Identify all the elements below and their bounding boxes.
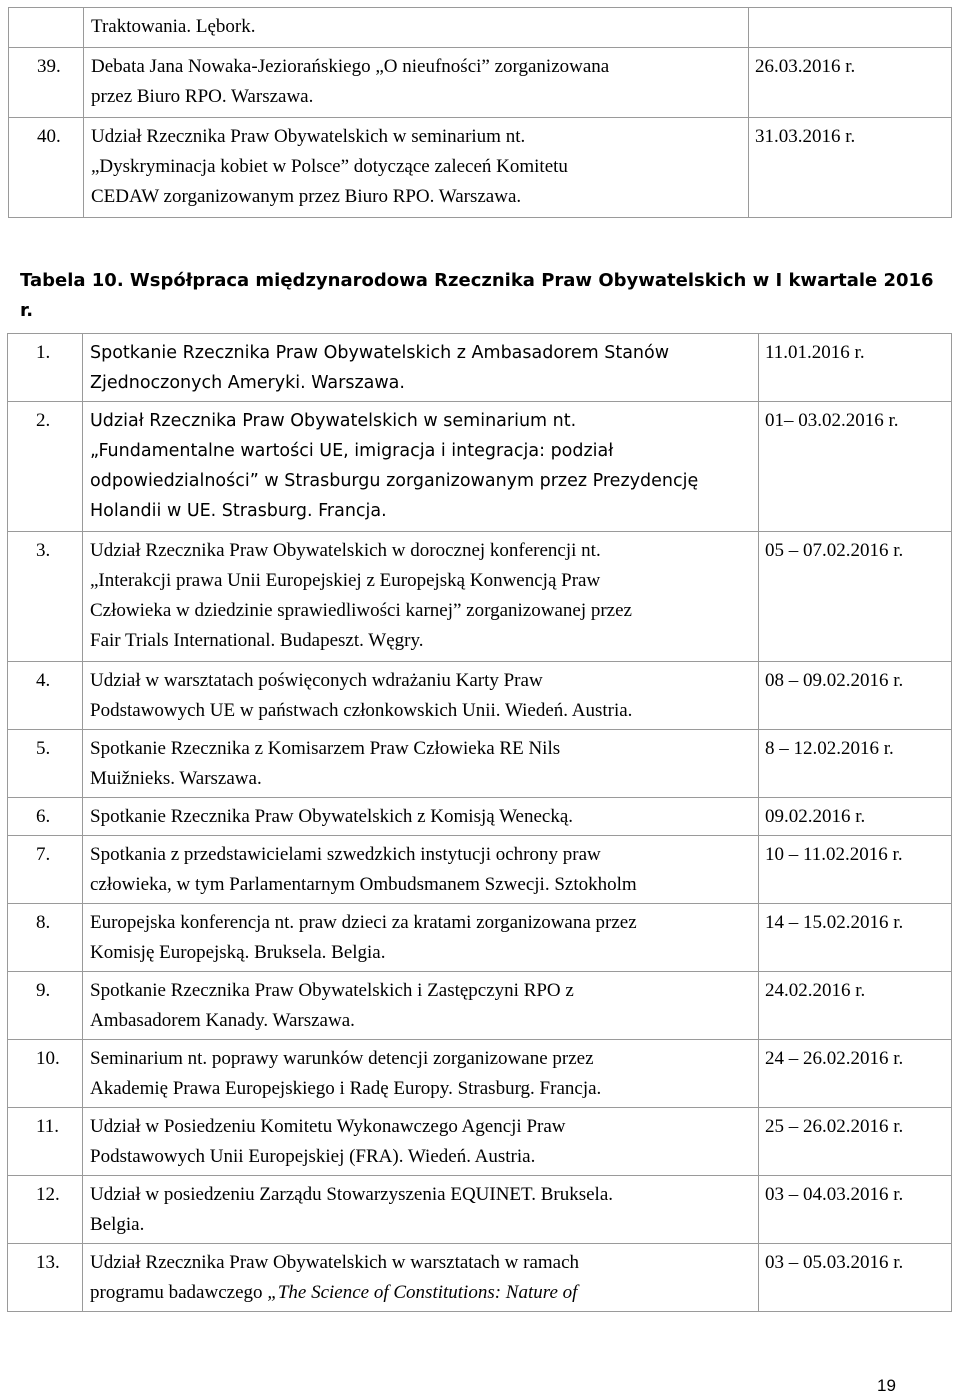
event-description bbox=[84, 8, 749, 48]
event-description bbox=[83, 532, 759, 662]
description-line: Seminarium nt. poprawy warunków detencji zorganizowane przez bbox=[90, 1048, 594, 1069]
event-description bbox=[83, 1176, 759, 1244]
description-line: Udział Rzecznika Praw Obywatelskich w warsztatach w ramach bbox=[90, 1252, 580, 1273]
description-line: Traktowania. Lębork. bbox=[91, 16, 256, 37]
description-line: Holandii w UE. Strasburg. Francja. bbox=[90, 501, 387, 521]
event-description bbox=[83, 972, 759, 1040]
table-row bbox=[8, 334, 952, 402]
table-row bbox=[9, 118, 952, 218]
description-line: Spotkanie Rzecznika Praw Obywatelskich z Ambasadorem Stanów bbox=[90, 343, 670, 363]
description-line: Udział w warsztatach poświęconych wdrażaniu Karty Praw bbox=[90, 670, 543, 691]
event-date: 09.02.2016 r. bbox=[759, 798, 952, 836]
table-row bbox=[8, 972, 952, 1040]
event-date: 24 – 26.02.2016 r. bbox=[759, 1040, 952, 1108]
description-line: przez Biuro RPO. Warszawa. bbox=[91, 86, 314, 107]
event-description bbox=[83, 1244, 759, 1312]
description-line: Komisję Europejską. Bruksela. Belgia. bbox=[90, 942, 386, 963]
event-description bbox=[83, 662, 759, 730]
row-number bbox=[9, 8, 84, 48]
event-date: 03 – 05.03.2016 r. bbox=[759, 1244, 952, 1312]
description-line: Człowieka w dziedzinie sprawiedliwości karnej” zorganizowanej przez bbox=[90, 600, 632, 621]
table-caption: Tabela 10. Współpraca międzynarodowa Rzecznika Praw Obywatelskich w I kwartale 2016 r. bbox=[20, 270, 934, 321]
description-line: Udział w posiedzeniu Zarządu Stowarzyszenia EQUINET. Bruksela. bbox=[90, 1184, 614, 1205]
event-date: 14 – 15.02.2016 r. bbox=[759, 904, 952, 972]
description-line: Spotkania z przedstawicielami szwedzkich instytucji ochrony praw bbox=[90, 844, 601, 865]
description-line: Udział Rzecznika Praw Obywatelskich w seminarium nt. bbox=[91, 126, 526, 147]
description-line: „Interakcji prawa Unii Europejskiej z Europejską Konwencją Praw bbox=[90, 570, 601, 591]
event-description bbox=[83, 1040, 759, 1108]
description-line: Udział Rzecznika Praw Obywatelskich w dorocznej konferencji nt. bbox=[90, 540, 601, 561]
table-row bbox=[8, 662, 952, 730]
description-line: programu badawczego „The Science of Constitutions: Nature of bbox=[90, 1282, 578, 1303]
row-number: 1. bbox=[8, 334, 83, 402]
row-number: 13. bbox=[8, 1244, 83, 1312]
description-line: Fair Trials International. Budapeszt. Węgry. bbox=[90, 630, 424, 651]
table-row bbox=[8, 904, 952, 972]
description-line: Spotkanie Rzecznika Praw Obywatelskich i Zastępczyni RPO z bbox=[90, 980, 574, 1001]
event-date: 01– 03.02.2016 r. bbox=[759, 402, 952, 532]
table-row bbox=[8, 532, 952, 662]
event-description bbox=[83, 730, 759, 798]
event-date: 24.02.2016 r. bbox=[759, 972, 952, 1040]
row-number: 2. bbox=[8, 402, 83, 532]
table-row bbox=[8, 1040, 952, 1108]
event-description bbox=[83, 798, 759, 836]
event-date: 10 – 11.02.2016 r. bbox=[759, 836, 952, 904]
row-number: 3. bbox=[8, 532, 83, 662]
table-row bbox=[8, 798, 952, 836]
previous-table bbox=[8, 7, 952, 218]
page-number: 19 bbox=[877, 1376, 896, 1395]
row-number: 12. bbox=[8, 1176, 83, 1244]
description-line: Akademię Prawa Europejskiego i Radę Europy. Strasburg. Francja. bbox=[90, 1078, 602, 1099]
description-line: Europejska konferencja nt. praw dzieci za kratami zorganizowana przez bbox=[90, 912, 637, 933]
event-description bbox=[84, 48, 749, 118]
description-line: Debata Jana Nowaka-Jeziorańskiego „O nieufności” zorganizowana bbox=[91, 56, 610, 77]
table-row bbox=[8, 730, 952, 798]
event-date: 03 – 04.03.2016 r. bbox=[759, 1176, 952, 1244]
table-10 bbox=[7, 333, 952, 1312]
event-description bbox=[83, 836, 759, 904]
row-number: 11. bbox=[8, 1108, 83, 1176]
table-row bbox=[9, 8, 952, 48]
description-line: Spotkanie Rzecznika z Komisarzem Praw Człowieka RE Nils bbox=[90, 738, 561, 759]
event-description bbox=[84, 118, 749, 218]
description-line: Zjednoczonych Ameryki. Warszawa. bbox=[90, 373, 405, 393]
description-line: Belgia. bbox=[90, 1214, 145, 1235]
description-line: Spotkanie Rzecznika Praw Obywatelskich z Komisją Wenecką. bbox=[90, 806, 573, 827]
row-number: 40. bbox=[9, 118, 84, 218]
row-number: 4. bbox=[8, 662, 83, 730]
table-row bbox=[8, 1108, 952, 1176]
table-row bbox=[8, 402, 952, 532]
description-line: CEDAW zorganizowanym przez Biuro RPO. Warszawa. bbox=[91, 186, 522, 207]
table-row bbox=[9, 48, 952, 118]
event-date: 31.03.2016 r. bbox=[749, 118, 952, 218]
row-number: 7. bbox=[8, 836, 83, 904]
event-date bbox=[749, 8, 952, 48]
event-description bbox=[83, 334, 759, 402]
description-line: „Fundamentalne wartości UE, imigracja i integracja: podział bbox=[90, 441, 614, 461]
description-line: Muižnieks. Warszawa. bbox=[90, 768, 262, 789]
table-row bbox=[8, 1244, 952, 1312]
event-description bbox=[83, 1108, 759, 1176]
description-line: Ambasadorem Kanady. Warszawa. bbox=[90, 1010, 355, 1031]
description-line: odpowiedzialności” w Strasburgu zorganizowanym przez Prezydencję bbox=[90, 471, 699, 491]
event-description bbox=[83, 402, 759, 532]
row-number: 10. bbox=[8, 1040, 83, 1108]
description-line: Udział Rzecznika Praw Obywatelskich w seminarium nt. bbox=[90, 411, 577, 431]
description-line: „Dyskryminacja kobiet w Polsce” dotyczące zaleceń Komitetu bbox=[91, 156, 568, 177]
event-date: 05 – 07.02.2016 r. bbox=[759, 532, 952, 662]
description-line: Podstawowych UE w państwach członkowskich Unii. Wiedeń. Austria. bbox=[90, 700, 633, 721]
row-number: 9. bbox=[8, 972, 83, 1040]
row-number: 8. bbox=[8, 904, 83, 972]
event-date: 25 – 26.02.2016 r. bbox=[759, 1108, 952, 1176]
event-date: 11.01.2016 r. bbox=[759, 334, 952, 402]
event-date: 8 – 12.02.2016 r. bbox=[759, 730, 952, 798]
table-row bbox=[8, 1176, 952, 1244]
table-row bbox=[8, 836, 952, 904]
event-date: 08 – 09.02.2016 r. bbox=[759, 662, 952, 730]
row-number: 5. bbox=[8, 730, 83, 798]
description-line: Podstawowych Unii Europejskiej (FRA). Wiedeń. Austria. bbox=[90, 1146, 536, 1167]
event-description bbox=[83, 904, 759, 972]
event-date: 26.03.2016 r. bbox=[749, 48, 952, 118]
row-number: 6. bbox=[8, 798, 83, 836]
description-line: Udział w Posiedzeniu Komitetu Wykonawczego Agencji Praw bbox=[90, 1116, 566, 1137]
row-number: 39. bbox=[9, 48, 84, 118]
description-line: człowieka, w tym Parlamentarnym Ombudsmanem Szwecji. Sztokholm bbox=[90, 874, 637, 895]
